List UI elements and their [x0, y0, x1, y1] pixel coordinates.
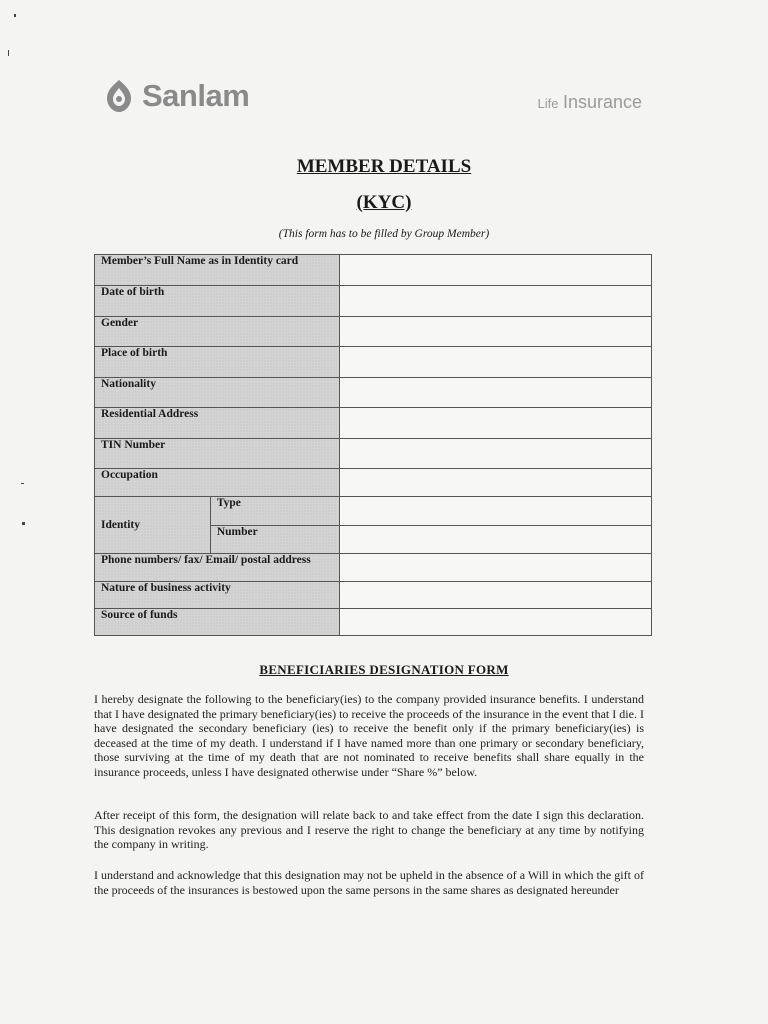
nationality-field[interactable]	[339, 378, 651, 408]
beneficiaries-heading: BENEFICIARIES DESIGNATION FORM	[259, 662, 509, 677]
row-label: Place of birth	[95, 347, 340, 378]
row-label: Source of funds	[95, 609, 340, 636]
table-row	[95, 497, 652, 526]
scan-speck	[22, 522, 25, 525]
logo-wordmark: Sanlam	[142, 78, 250, 113]
row-label: Date of birth	[95, 286, 340, 317]
member-details-table	[94, 254, 652, 636]
identity-type-field[interactable]	[339, 497, 651, 526]
page-subtitle: (KYC)	[356, 192, 412, 213]
insurance-label: Insurance	[562, 92, 642, 112]
table-row	[95, 582, 652, 609]
table-row	[95, 255, 652, 286]
table-row	[95, 347, 652, 378]
identity-number-label: Number	[210, 526, 339, 554]
row-label: Nature of business activity	[95, 582, 340, 609]
tin-number-field[interactable]	[339, 439, 651, 469]
row-label: Occupation	[95, 469, 340, 497]
gender-field[interactable]	[339, 317, 651, 347]
date-of-birth-field[interactable]	[339, 286, 651, 317]
table-row	[95, 554, 652, 582]
residential-address-field[interactable]	[339, 408, 651, 439]
table-row	[95, 317, 652, 347]
table-row	[95, 609, 652, 636]
scan-speck	[14, 14, 16, 17]
page-title: MEMBER DETAILS	[296, 156, 472, 177]
place-of-birth-field[interactable]	[339, 347, 651, 378]
paragraph-designation: I hereby designate the following to the beneficiary(ies) to the company provided insurance benefits. I understand that I have designated the primary beneficiary(ies) to receive the proceeds of the insurance in the event that I die. I have designated the secondary beneficiary (ies) to receive the benefit only if the primary beneficiary(ies) is deceased at the time of my death. I understand if I have named more than one primary or secondary beneficiary, those surviving at the time of my death that are not nominated to receive benefits shall share equally in the insurance proceeds, unless I have designated otherwise under “Share %” below.	[94, 692, 644, 779]
identity-number-field[interactable]	[339, 526, 651, 554]
business-activity-field[interactable]	[339, 582, 651, 609]
form-instruction: (This form has to be filled by Group Member)	[278, 228, 490, 240]
sanlam-logo	[104, 78, 249, 114]
table-row	[95, 469, 652, 497]
row-label: Nationality	[95, 378, 340, 408]
row-label: Residential Address	[95, 408, 340, 439]
source-of-funds-field[interactable]	[339, 609, 651, 636]
identity-type-label: Type	[210, 497, 339, 526]
paragraph-will: I understand and acknowledge that this designation may not be upheld in the absence of a Will in which the gift of the proceeds of the insurances is bestowed upon the same persons in the same shares as designated hereunder	[94, 868, 644, 897]
life-insurance-label	[538, 92, 642, 113]
row-label: Gender	[95, 317, 340, 347]
paragraph-effect: After receipt of this form, the designation will relate back to and take effect from the date I sign this declaration. This designation revokes any previous and I reserve the right to change the beneficiary at any time by notifying the company in writing.	[94, 808, 644, 852]
table-row	[95, 286, 652, 317]
scan-speck	[21, 483, 24, 484]
sanlam-shield-icon	[104, 78, 134, 114]
life-label: Life	[537, 96, 559, 111]
occupation-field[interactable]	[339, 469, 651, 497]
table-row	[95, 378, 652, 408]
identity-label: Identity	[95, 497, 211, 554]
scan-speck	[8, 50, 9, 56]
row-label: Phone numbers/ fax/ Email/ postal address	[95, 554, 340, 582]
table-row	[95, 439, 652, 469]
contact-details-field[interactable]	[339, 554, 651, 582]
row-label: Member’s Full Name as in Identity card	[95, 255, 340, 286]
table-row	[95, 408, 652, 439]
row-label: TIN Number	[95, 439, 340, 469]
full-name-field[interactable]	[339, 255, 651, 286]
